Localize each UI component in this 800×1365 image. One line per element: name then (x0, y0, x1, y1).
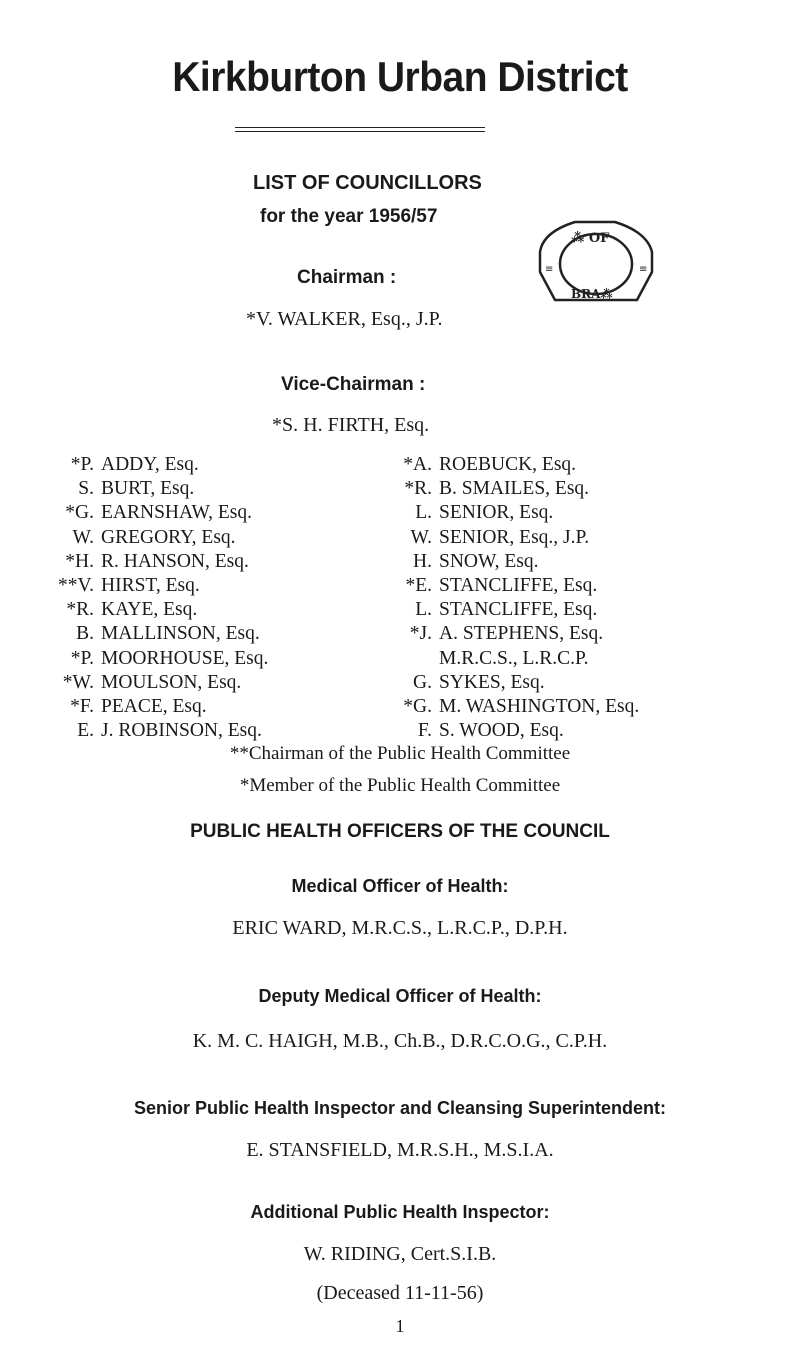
moh-name: ERIC WARD, M.R.C.S., L.R.C.P., D.P.H. (232, 917, 568, 939)
councillor-entry (402, 647, 639, 671)
seal-emblem (535, 214, 657, 306)
councillor-initial: *R. (404, 478, 432, 500)
councillor-entry (402, 526, 639, 550)
title-rule-bottom (235, 131, 485, 132)
councillor-entry (402, 550, 639, 574)
councillor-name: R. HANSON, Esq. (101, 550, 249, 572)
councillor-initial: *E. (405, 575, 432, 597)
councillor-entry (58, 598, 268, 622)
page-number: 1 (395, 1316, 405, 1336)
councillor-name: SENIOR, Esq., J.P. (439, 526, 590, 548)
councillor-entry (58, 671, 268, 695)
councillors-right-column (402, 453, 639, 743)
councillor-initial: *J. (409, 623, 432, 645)
senior-inspector-label: Senior Public Health Inspector and Cleansing Superintendent: (133, 1098, 667, 1118)
councillor-entry (402, 501, 639, 525)
councillor-initial: *R. (66, 599, 94, 621)
svg-text:⁂ OF: ⁂ OF (571, 231, 610, 246)
councillor-initial: B. (76, 623, 94, 645)
councillor-entry (402, 719, 639, 743)
councillor-initial: G. (413, 671, 432, 693)
councillor-initial: F. (417, 720, 432, 742)
councillor-name: MOULSON, Esq. (101, 671, 242, 693)
councillor-entry (58, 501, 268, 525)
councillor-entry (58, 574, 268, 598)
councillor-name: MOORHOUSE, Esq. (101, 647, 269, 669)
councillor-entry (58, 477, 268, 501)
councillor-entry (402, 574, 639, 598)
list-title: LIST OF COUNCILLORS (253, 172, 482, 194)
councillor-name: GREGORY, Esq. (101, 526, 236, 548)
svg-text:≡: ≡ (639, 264, 648, 275)
councillor-initial: W. (72, 526, 94, 548)
additional-inspector-note: (Deceased 11-11-56) (316, 1282, 484, 1304)
councillor-name: S. WOOD, Esq. (439, 720, 564, 742)
deputy-label: Deputy Medical Officer of Health: (258, 986, 542, 1006)
councillor-entry (402, 477, 639, 501)
councillor-initial (402, 647, 432, 671)
chairman-name: *V. WALKER, Esq., J.P. (246, 308, 443, 330)
councillor-initial: **V. (58, 575, 94, 597)
councillor-initial: W. (410, 526, 432, 548)
councillor-initial: *G. (65, 502, 94, 524)
councillor-name: M.R.C.S., L.R.C.P. (439, 647, 589, 669)
councillor-entry (58, 719, 268, 743)
councillor-initial: *P. (70, 647, 94, 669)
councillor-name: BURT, Esq. (101, 478, 195, 500)
svg-text:BRA⁂: BRA⁂ (571, 287, 613, 301)
councillor-name: A. STEPHENS, Esq. (439, 623, 604, 645)
councillor-name: HIRST, Esq. (101, 575, 200, 597)
councillor-name: M. WASHINGTON, Esq. (439, 696, 640, 718)
chairman-label: Chairman : (297, 267, 397, 288)
officers-heading: PUBLIC HEALTH OFFICERS OF THE COUNCIL (190, 821, 610, 842)
councillor-initial: *W. (62, 671, 94, 693)
councillor-initial: L. (415, 502, 432, 524)
councillor-name: SYKES, Esq. (439, 671, 545, 693)
councillors-left-column (58, 453, 268, 743)
councillor-initial: *F. (70, 696, 94, 718)
councillor-name: PEACE, Esq. (101, 696, 207, 718)
councillor-entry (402, 622, 639, 646)
councillor-name: B. SMAILES, Esq. (439, 478, 590, 500)
councillor-entry (58, 622, 268, 646)
councillor-name: EARNSHAW, Esq. (101, 502, 253, 524)
councillor-name: KAYE, Esq. (101, 599, 198, 621)
councillor-entry (402, 695, 639, 719)
councillor-initial: *G. (403, 696, 432, 718)
councillor-entry (58, 695, 268, 719)
councillor-initial: E. (77, 720, 94, 742)
councillor-entry (58, 647, 268, 671)
councillor-name: ADDY, Esq. (101, 454, 199, 475)
councillor-entry (402, 671, 639, 695)
councillor-entry (402, 453, 639, 477)
councillor-initial: H. (413, 550, 432, 572)
document-title: Kirkburton Urban District (172, 54, 628, 101)
councillor-name: SNOW, Esq. (439, 550, 539, 572)
councillor-initial: *H. (65, 550, 94, 572)
councillor-entry (58, 550, 268, 574)
councillor-name: ROEBUCK, Esq. (439, 454, 577, 475)
councillor-initial: S. (78, 478, 94, 500)
chairman-footnote: **Chairman of the Public Health Committee (229, 743, 571, 764)
councillor-name: J. ROBINSON, Esq. (101, 720, 262, 742)
additional-inspector-label: Additional Public Health Inspector: (250, 1202, 550, 1222)
councillor-entry (58, 453, 268, 477)
councillor-entry (402, 598, 639, 622)
senior-inspector-name: E. STANSFIELD, M.R.S.H., M.S.I.A. (246, 1139, 554, 1161)
vice-chairman-name: *S. H. FIRTH, Esq. (272, 414, 430, 436)
councillor-initial: L. (415, 599, 432, 621)
deputy-name: K. M. C. HAIGH, M.B., Ch.B., D.R.C.O.G., C.P.H. (192, 1030, 608, 1052)
vice-chairman-label: Vice-Chairman : (281, 374, 426, 395)
councillor-initial: *A. (403, 454, 432, 475)
councillor-name: SENIOR, Esq. (439, 502, 554, 524)
year-line: for the year 1956/57 (260, 206, 438, 227)
councillor-entry (58, 526, 268, 550)
additional-inspector-name: W. RIDING, Cert.S.I.B. (303, 1243, 497, 1265)
title-rule-top (235, 127, 485, 128)
councillor-initial: *P. (70, 454, 94, 475)
councillor-name: MALLINSON, Esq. (101, 623, 260, 645)
svg-text:≡: ≡ (545, 264, 554, 275)
member-footnote: *Member of the Public Health Committee (239, 775, 561, 796)
councillor-name: STANCLIFFE, Esq. (439, 599, 598, 621)
moh-label: Medical Officer of Health: (291, 876, 509, 896)
councillor-name: STANCLIFFE, Esq. (439, 575, 598, 597)
